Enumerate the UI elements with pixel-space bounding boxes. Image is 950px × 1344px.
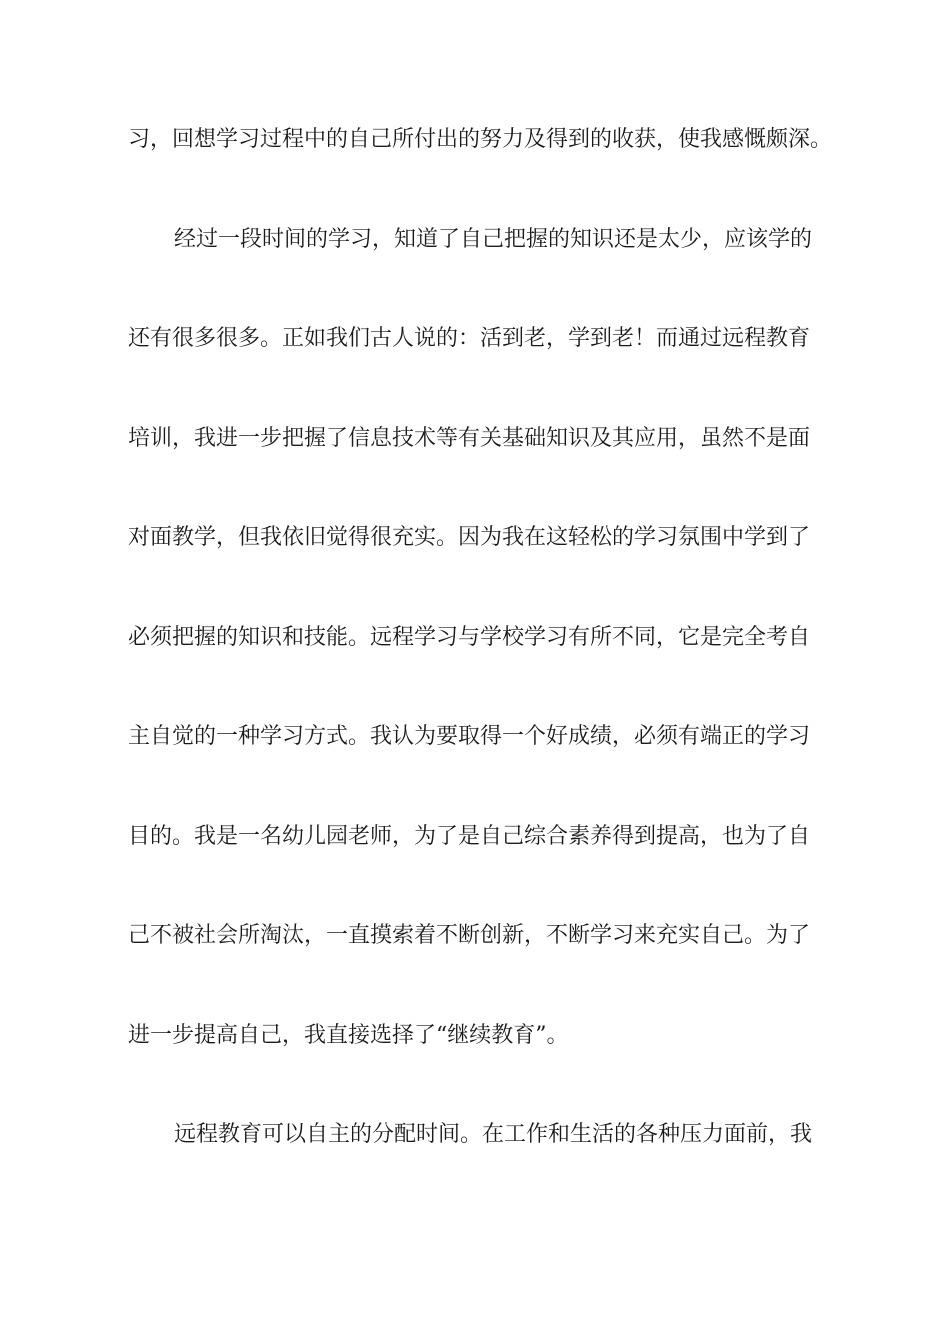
text-line-content: 习，回想学习过程中的自己所付出的努力及得到的收获，使我感慨颇深。 — [128, 127, 833, 152]
text-line-content: 进一步提高自己，我直接选择了“继续教育”。 — [128, 1023, 569, 1048]
text-line — [128, 424, 950, 454]
text-line-content: 培训，我进一步把握了信息技术等有关基础知识及其应用，虽然不是面 — [128, 426, 811, 451]
text-line-content: 还有很多很多。正如我们古人说的：活到老，学到老！而通过远程教育 — [128, 326, 811, 351]
text-line-content: 远程教育可以自主的分配时间。在工作和生活的各种压力面前，我 — [174, 1122, 813, 1147]
text-line-content: 必须把握的知识和技能。远程学习与学校学习有所不同，它是完全考自 — [128, 625, 811, 650]
text-line — [128, 921, 950, 951]
text-line-content: 对面教学，但我依旧觉得很充实。因为我在这轻松的学习氛围中学到了 — [128, 525, 811, 550]
text-line-content: 己不被社会所淘汰，一直摸索着不断创新，不断学习来充实自己。为了 — [128, 923, 811, 948]
paragraph-first-line — [174, 225, 950, 255]
text-line — [128, 125, 950, 155]
text-line — [128, 523, 950, 553]
text-line — [128, 722, 950, 752]
text-line — [128, 324, 950, 354]
text-line-content: 主自觉的一种学习方式。我认为要取得一个好成绩，必须有端正的学习 — [128, 724, 811, 749]
text-line — [128, 1021, 950, 1051]
text-line — [128, 822, 950, 852]
text-line-content: 经过一段时间的学习，知道了自己把握的知识还是太少，应该学的 — [174, 227, 813, 252]
paragraph-first-line — [174, 1120, 950, 1150]
text-line-content: 目的。我是一名幼儿园老师，为了是自己综合素养得到提高，也为了自 — [128, 824, 811, 849]
text-line — [128, 623, 950, 653]
